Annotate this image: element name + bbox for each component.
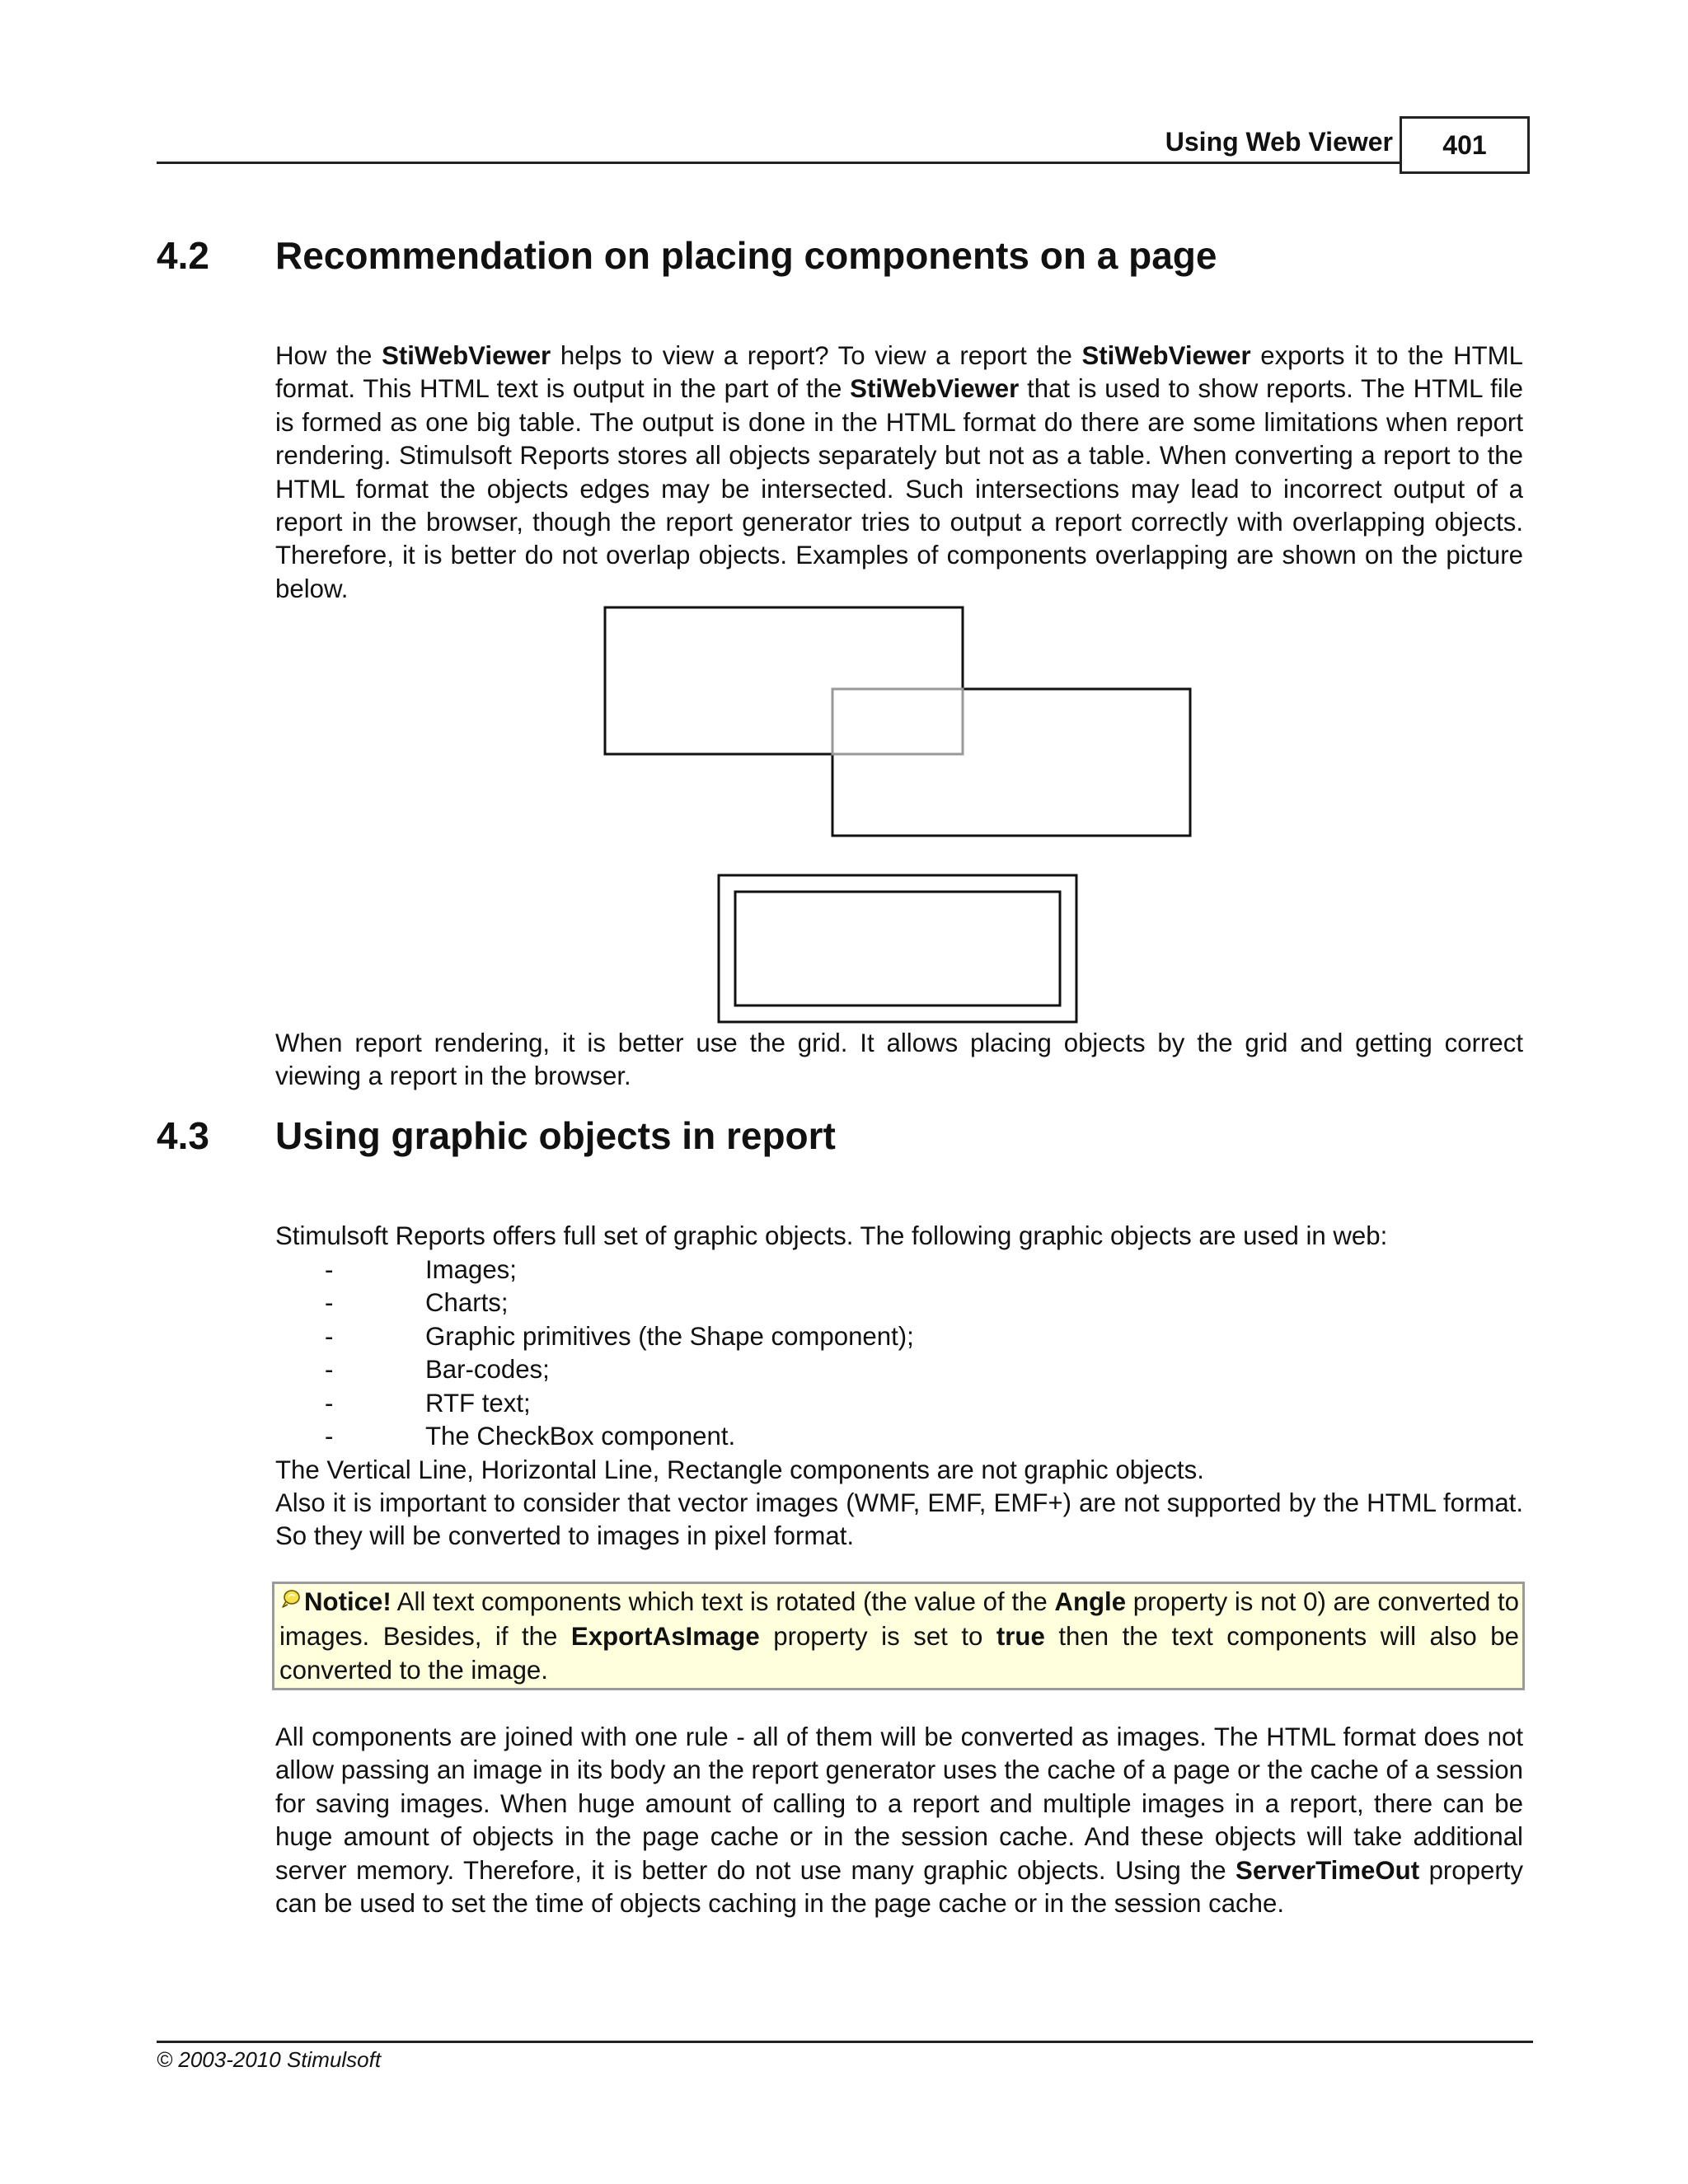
list-item: - Charts; <box>325 1288 509 1318</box>
page-number-box <box>1400 116 1530 174</box>
list-item: - Graphic primitives (the Shape component); <box>325 1321 914 1351</box>
lightbulb-icon <box>279 1587 302 1620</box>
term-exportasimage: ExportAsImage <box>570 1622 760 1652</box>
paragraph-webviewer-intro: How the StiWebViewer helps to view a report? To view a report the StiWebViewer exports it to the HTML format. This HTML text is output in the part of the StiWebViewer that is used to show reports. The HTML file is formed as one big table. The output is done in the HTML format do there are some limitations when report rendering. Stimulsoft Reports stores all objects separately but not as a table. When converting a report to the HTML format the objects edges may be intersected. Such intersections may lead to incorrect output of a report in the browser, though the report generator tries to output a report correctly with overlapping objects. Therefore, it is better do not overlap objects. Examples of components overlapping are shown on the picture below. <box>275 341 1523 603</box>
footer-copyright: © 2003-2010 Stimulsoft <box>157 2047 382 2072</box>
graphic-objects-list <box>325 1254 1396 1453</box>
list-item: - The CheckBox component. <box>325 1421 736 1451</box>
paragraph-components-rule: All components are joined with one rule - all of them will be converted as images. The HTML format does not allow passing an image in its body an the report generator uses the cache of a page or the cache of a session for saving images. When huge amount of calling to a report and multiple images in a report, there can be huge amount of objects in the page cache or in the session cache. And these objects will take additional server memory. Therefore, it is better do not use many graphic objects. Using the ServerTimeOut property can be used to set the time of objects caching in the page cache or in the session cache. <box>275 1722 1523 1919</box>
term-stiwebviewer: StiWebViewer <box>1081 341 1251 370</box>
paragraph-vector-images: Also it is important to consider that vector images (WMF, EMF, EMF+) are not supported by the HTML format. So they will be converted to images in pixel format. <box>275 1488 1523 1551</box>
paragraph-graphic-objects-intro: Stimulsoft Reports offers full set of graphic objects. The following graphic objects are used in web: <box>275 1221 1388 1250</box>
notice-label: Notice! <box>304 1587 392 1616</box>
term-true: true <box>996 1622 1045 1652</box>
list-item: - RTF text; <box>325 1388 531 1418</box>
section-title-4-2: Recommendation on placing components on a page <box>275 234 1217 277</box>
notice-text: Notice! All text components which text is rotated (the value of the Angle property is not 0) are converted to images. Besides, if the ExportAsImage property is set to true then the text components will also be converted to the image. <box>279 1587 1519 1685</box>
overlap-region <box>832 689 963 754</box>
term-stiwebviewer: StiWebViewer <box>850 374 1020 404</box>
list-item: - Bar-codes; <box>325 1355 550 1385</box>
paragraph-grid-advice: When report rendering, it is better use the grid. It allows placing objects by the grid and getting correct viewing a report in the browser. <box>275 1029 1523 1091</box>
notice-box <box>272 1582 1525 1690</box>
footer-rule <box>157 2041 1533 2043</box>
component-rect-b <box>832 689 1190 836</box>
section-number-4-2: 4.2 <box>157 234 209 277</box>
term-angle: Angle <box>1054 1587 1127 1616</box>
header-rule <box>157 162 1403 164</box>
overlapping-components-figure <box>593 598 1203 1030</box>
component-rect-a <box>605 607 963 754</box>
paragraph-not-graphic: The Vertical Line, Horizontal Line, Rectangle components are not graphic objects. <box>275 1455 1204 1484</box>
section-number-4-3: 4.3 <box>157 1114 209 1157</box>
list-item: - Images; <box>325 1255 517 1284</box>
component-rect-outer <box>719 875 1076 1022</box>
section-title-4-3: Using graphic objects in report <box>275 1114 836 1157</box>
term-stiwebviewer: StiWebViewer <box>382 341 551 370</box>
component-rect-inner <box>735 892 1060 1005</box>
running-header-title: Using Web Viewer <box>1165 127 1393 157</box>
term-servertimeout: ServerTimeOut <box>1236 1855 1420 1885</box>
page-number: 401 <box>1442 129 1487 160</box>
